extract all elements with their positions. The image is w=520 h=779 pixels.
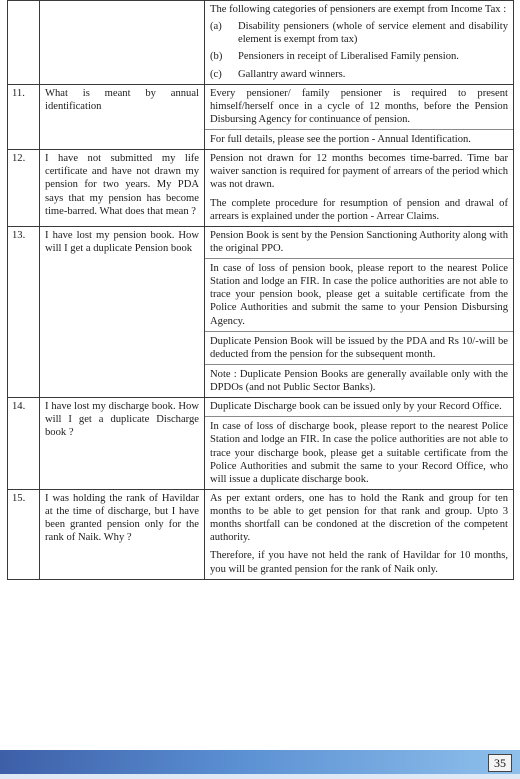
- answer-paragraph: As per extant orders, one has to hold the Rank and group for ten months to be able to get pension for that rank and group. Upto 3 months shortfall can be condoned at the discretion of the competent authority.: [210, 492, 508, 544]
- question-cell: I have lost my discharge book. How will I get a duplicate Discharge book ?: [40, 398, 205, 490]
- list-item-label: (c): [210, 68, 222, 80]
- answer-cell: [205, 489, 514, 579]
- answer-paragraph: Therefore, if you have not held the rank of Havildar for 10 months, you will be granted pension for the rank of Naik only.: [210, 550, 508, 575]
- answer-paragraph: For full details, please see the portion - Annual Identification.: [210, 134, 471, 145]
- answer-divider: [205, 258, 513, 259]
- answer-paragraph: In case of loss of pension book, please report to the nearest Police Station and lodge an FIR. In case the police authorities are not able to trace your pension book, please get a suitable certificate from the Police Authorities and submit the same to your Pension Disbursing Agency.: [210, 263, 508, 327]
- footer-strip: [0, 774, 520, 779]
- answer-divider: [205, 364, 513, 365]
- answer-cell: [205, 150, 514, 227]
- answer-divider: [205, 129, 513, 130]
- table-row: [8, 226, 514, 397]
- answer-paragraph: Duplicate Pension Book will be issued by the PDA and Rs 10/-will be deducted from the pension for the subsequent month.: [210, 335, 508, 360]
- list-item: [210, 20, 508, 46]
- question-cell: [40, 1, 205, 85]
- row-number: 14.: [8, 398, 40, 490]
- table-row: [8, 398, 514, 490]
- answer-paragraph: Every pensioner/ family pensioner is required to present himself/herself once in a cycle of 12 months, before the Pension Disbursing Agency for continuance of pension.: [210, 87, 508, 125]
- list-item-text: Disability pensioners (whole of service element and disability element is exempt from tax): [238, 21, 508, 46]
- answer-paragraph: Duplicate Discharge book can be issued only by your Record Office.: [210, 401, 502, 413]
- table-row: [8, 489, 514, 579]
- answer-cell: [205, 226, 514, 397]
- answer-note: Note : Duplicate Pension Books are generally available only with the DPDOs (and not Public Sector Banks).: [210, 368, 508, 393]
- list-item-text: Gallantry award winners.: [238, 68, 346, 80]
- answer-paragraph: Pension not drawn for 12 months becomes time-barred. Time bar waiver sanction is required for payment of arrears of the period which was not drawn.: [210, 153, 508, 191]
- question-cell: I was holding the rank of Havildar at the time of discharge, but I have been granted pension only for the rank of Naik. Why ?: [40, 489, 205, 579]
- table-row: [8, 1, 514, 85]
- row-number: 12.: [8, 150, 40, 227]
- faq-table: [7, 0, 514, 580]
- list-item: [210, 68, 508, 81]
- row-number: 11.: [8, 84, 40, 150]
- row-number: 15.: [8, 489, 40, 579]
- list-item: [210, 50, 508, 63]
- answer-divider: [205, 416, 513, 417]
- list-item-label: (b): [210, 51, 223, 63]
- list-item-text: Pensioners in receipt of Liberalised Family pension.: [238, 51, 459, 63]
- answer-paragraph: The complete procedure for resumption of pension and drawal of arrears is explained under the portion - Arrear Claims.: [210, 197, 508, 222]
- answer-cell: [205, 1, 514, 85]
- footer-band: [0, 750, 520, 774]
- table-row: [8, 150, 514, 227]
- table-row: [8, 84, 514, 150]
- page-number: 35: [488, 754, 512, 772]
- answer-divider: [205, 331, 513, 332]
- row-number: 13.: [8, 226, 40, 397]
- answer-intro: The following categories of pensioners are exempt from Income Tax :: [210, 4, 507, 15]
- question-cell: What is meant by annual identification: [40, 84, 205, 150]
- answer-cell: [205, 84, 514, 150]
- exemption-list: [210, 20, 508, 81]
- question-cell: I have not submitted my life certificate and have not drawn my pension for two years. My PDA says that my pension has become time-barred. What does that mean ?: [40, 150, 205, 227]
- answer-cell: [205, 398, 514, 490]
- question-cell: I have lost my pension book. How will I get a duplicate Pension book: [40, 226, 205, 397]
- list-item-label: (a): [210, 21, 222, 33]
- answer-paragraph: Pension Book is sent by the Pension Sanctioning Authority along with the original PPO.: [210, 229, 508, 254]
- row-number: [8, 1, 40, 85]
- answer-paragraph: In case of loss of discharge book, please report to the nearest Police Station and lodge an FIR. In case the police authorities are not able to trace your discharge book, please get a suitable certificate from the Police Authorities and submit the same to your Record Office, who will issue a duplicate discharge book.: [210, 421, 508, 485]
